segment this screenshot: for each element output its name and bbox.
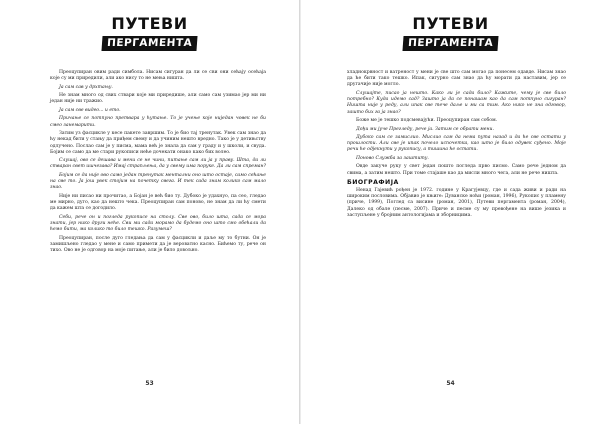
paragraph: Поново Служба за заштиту. bbox=[356, 155, 429, 161]
paragraph: Слушајте, писао ја нешто. Како ли је сада било? Кажите, чему је све било потребно? Куда идемо сад? Зашто ја да се понашам као да сам потпуно сигуран? Ништа није у реду, али ипак све тече даље и ми са тим. Ако нико не зна одговор, зашто бих га ја знао? bbox=[347, 90, 566, 115]
paragraph: Слушај, ово се дешава и мени се не чини, питање сам ли ја у праву. Шта, да ли стваран свет ишчезава? Имај страпљења, да у свему има поруке. Да ли сам спреман? bbox=[50, 158, 267, 170]
book-logo bbox=[301, 16, 600, 51]
paragraph: Ја сам сав у дрхтању. bbox=[59, 84, 113, 90]
left-page-text bbox=[50, 70, 266, 257]
paragraph: Боже ме је тешко подсмевајући. Преоцупиран сам собом. bbox=[356, 118, 498, 124]
paragraph: Не знам много од свих ствари које ми приредише, али само сам узимао јер ми ни један није ни тражио. bbox=[50, 93, 266, 105]
book-logo bbox=[0, 16, 299, 51]
logo-line2: ПЕРГАМЕНТА bbox=[101, 36, 197, 51]
paragraph: Преоцупиран овим ради симбола. Нисам сигуран да ли се сви они сећају осећаја које су ми приредили, али ако нису то не мења ништа. bbox=[50, 70, 266, 82]
paragraph: Дубоко сам се замислио. Мислио сам да нема пута назад и да ће све остати у прошлости. Али све је ипак почело испочетка, као што је било одувек суђено. Моје речи ће одјекнути у рукопису, а тишина ће остати. bbox=[347, 135, 566, 153]
left-page bbox=[0, 0, 299, 424]
left-page-number: 53 bbox=[145, 380, 154, 387]
paragraph: Причање се потпуно претвара у ћутање. То је учење које ниједан човек не би смео занемарити. bbox=[50, 116, 266, 128]
paragraph: Бојим се да није ово само један тренутак ментални оно што остаје, само сећање на све то. Ја још увек стојим на почетку свега. И тек сада знам колико сам мало знао. bbox=[50, 172, 266, 191]
paragraph: хладнокрвност и ватреност у мени је све што сам могао да понесем одавде. Нисам знао да ће бити тако тешко. Ипак, сигурно сам знао да ћу морати да наставим, јер се другачије није могло. bbox=[347, 70, 566, 88]
right-page-number: 54 bbox=[446, 380, 455, 387]
paragraph: Овде закуче руку у свет један пошто погледа прво писмо. Само рече једном да свима, а затим нешто. При томе стајаше као да мисли много чега, али не рече ништа. bbox=[347, 164, 566, 176]
paragraph: Ја сам све видео... и ето. bbox=[59, 107, 121, 113]
paragraph: Ненад Гајевић рођен је 1972. године у Крагујевцу, где и сада живи и ради на широким пословима. Објавио је књиге: Дуванске ноћи (роман, 1996), Рукопис у пламену (приче, 1999), Поглед са висине (роман, 2001), Путеви пергамента (роман, 2004), Далеко од обале (песме, 2007). Приче и песме су му превођене на више језика и заступљене у бројним антологијама и зборницима. bbox=[347, 188, 566, 218]
logo-line1: ПУТЕВИ bbox=[111, 14, 188, 33]
right-page bbox=[301, 0, 600, 424]
paragraph: Себи, рече он и погледа рукописе на столу. Све ово, било шта, сада се мора знати, јер нико други неће. Сви ми сада морамо да будемо оно што смо обећали да ћемо бити, ма колико то било тешко. Разумеш? bbox=[50, 214, 266, 233]
paragraph: Дођи ми јуче Прегледу, рече ја. Затим се обрати мени. bbox=[356, 126, 494, 132]
section-heading: БИОГРАФИЈА bbox=[347, 178, 399, 186]
logo-line1: ПУТЕВИ bbox=[412, 14, 489, 33]
paragraph: Није ни писао ни прочитао, а Бојан је већ био ту. Дубоко је удахнуо, па сео, гледао ме мирно, дуго, као да нешто чека. Преоцупиран сам поново, не знам да ли ћу смети да кажем шта се догодило. bbox=[50, 193, 266, 212]
right-page-text bbox=[347, 70, 566, 221]
paragraph: Затим уз фасцикле у кесе пакете завршим. То је био тај тренутак. Увек сам знао да ћу некад бити у стању да приђем свему и да учиним нешто вредно. Тако је у детињству одлучено. Послао сам је у писма, мама већ је знала да сам у граду и у школи, и свуда. Бојим се само да ме стари рукописи неће дочекати онако како бих волео. bbox=[50, 131, 266, 155]
paragraph: Преоцупиран, после дуго гледања да сам у фасцикли и даље му то бутни. Он је замишљено гледао у мене и само примети да је вероватно касно. Бићемо ту, рече он тихо. Ово не је одговор на моје питање, али је било довољно. bbox=[50, 235, 266, 254]
logo-line2: ПЕРГАМЕНТА bbox=[402, 36, 498, 51]
